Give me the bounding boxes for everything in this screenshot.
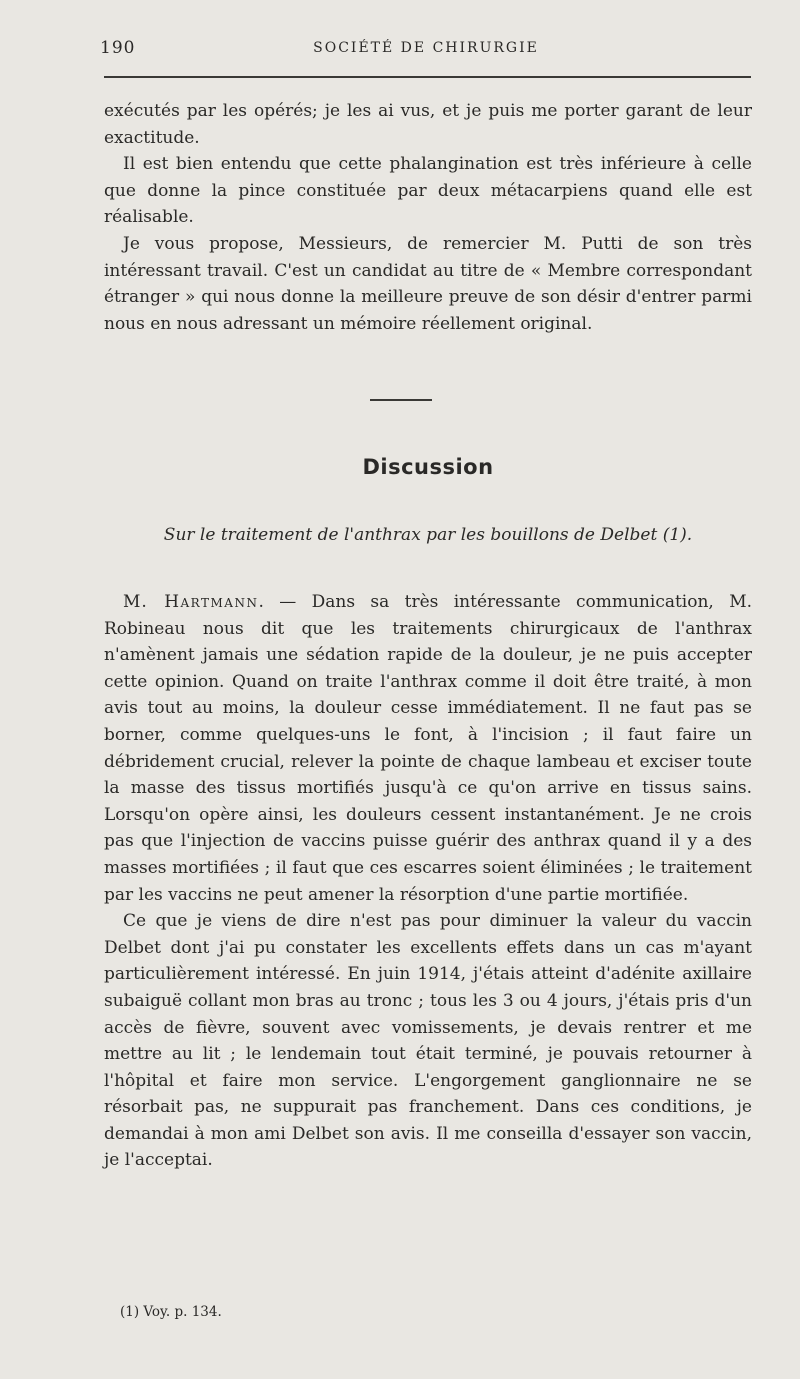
paragraph-hartmann xyxy=(104,589,752,908)
speaker-suffix: . — xyxy=(258,592,312,612)
paragraph-vaccin: Ce que je viens de dire n'est pas pour diminuer la valeur du vaccin Delbet dont j'ai pu constater les excellents effets dans un cas m'ayant particulièrement intéressé. En juin 1914, j'étais atteint d'adénite axillaire subaiguë collant mon bras au tronc ; tous les 3 ou 4 jours, j'étais pris d'un accès de fièvre, souvent avec vomissements, je devais rentrer et me mettre au lit ; le lendemain tout était terminé, je pouvais retourner à l'hôpital et faire mon service. L'engorgement ganglionnaire ne se résorbait pas, ne suppurait pas franchement. Dans ces conditions, je demandai à mon ami Delbet son avis. Il me conseilla d'essayer son vaccin, je l'acceptai. xyxy=(104,911,752,1171)
speaker-prefix: M. xyxy=(123,592,165,612)
paragraph-proposal: Je vous propose, Messieurs, de remercier M. Putti de son très intéressant travail. C'est un candidat au titre de « Membre correspondant étranger » qui nous donne la meilleure preuve de son désir d'entrer parmi nous en nous adressant un mémoire réellement original. xyxy=(104,233,752,334)
header-rule xyxy=(104,76,751,78)
speaker-name: Hartmann xyxy=(164,592,259,612)
paragraph-hartmann-text: Dans sa très intéressante communication, M. Robineau nous dit que les traitements chirurgicaux de l'anthrax n'amènent jamais une sédation rapide de la douleur, je ne puis accepter cette opinion. Quand on traite l'anthrax comme il doit être traité, à mon avis tout au moins, la douleur cesse immédiatement. Il ne faut pas se borner, comme quelques-uns le font, à l'incision ; il faut faire un débridement crucial, relever la pointe de chaque lambeau et exciser toute la masse des tissus mortifiés jusqu'à ce qu'on arrive en tissus sains. Lorsqu'on opère ainsi, les douleurs cessent instantanément. Je ne crois pas que l'injection de vaccins puisse guérir des anthrax quand il y a des masses mortifiées ; il faut que ces escarres soient éliminées ; le traitement par les vaccins ne peut amener la résorption d'une partie mortifiée. xyxy=(104,592,753,905)
section-title: Discussion xyxy=(362,455,494,479)
paragraph-continuation: exécutés par les opérés; je les ai vus, et je puis me porter garant de leur exactitude. xyxy=(104,101,752,148)
separator-rule xyxy=(370,399,432,401)
intro-text xyxy=(104,98,752,337)
page-number: 190 xyxy=(100,38,136,58)
section-subtitle: Sur le traitement de l'anthrax par les bouillons de Delbet (1). xyxy=(163,525,693,545)
footnote: (1) Voy. p. 134. xyxy=(120,1304,222,1320)
discussion-text xyxy=(104,589,752,1174)
page-header xyxy=(100,34,752,64)
paragraph-phalangination: Il est bien entendu que cette phalangination est très inférieure à celle que donne la pince constituée par deux métacarpiens quand elle est réalisable. xyxy=(104,154,752,228)
running-title: SOCIÉTÉ DE CHIRURGIE xyxy=(313,40,539,56)
